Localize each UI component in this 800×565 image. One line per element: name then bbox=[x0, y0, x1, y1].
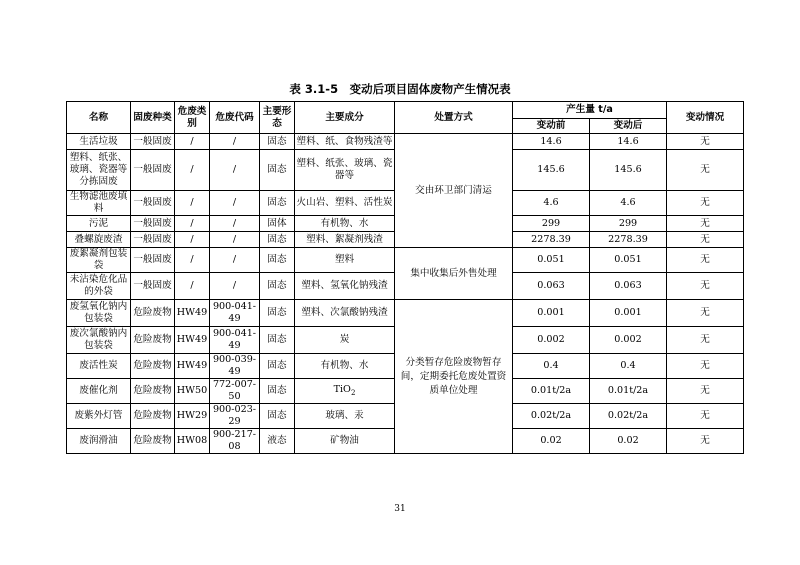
cell-component: 有机物、水 bbox=[295, 216, 395, 232]
cell-disposal: 集中收集后外售处理 bbox=[395, 248, 513, 300]
cell-hazard-class: / bbox=[175, 248, 210, 273]
cell-name: 废活性炭 bbox=[67, 354, 131, 379]
cell-component: 火山岩、塑料、活性炭 bbox=[295, 191, 395, 216]
cell-form: 固态 bbox=[260, 150, 295, 191]
header-hazard-code: 危废代码 bbox=[210, 102, 260, 134]
cell-hazard-class: HW49 bbox=[175, 354, 210, 379]
header-component: 主要成分 bbox=[295, 102, 395, 134]
cell-change: 无 bbox=[667, 134, 744, 150]
table-row bbox=[67, 300, 744, 327]
cell-after: 14.6 bbox=[590, 134, 667, 150]
cell-component: TiO$_2$ bbox=[295, 379, 395, 404]
cell-hazard-code: 900-041-49 bbox=[210, 327, 260, 354]
cell-form: 固态 bbox=[260, 404, 295, 429]
page-number: 31 bbox=[394, 504, 406, 514]
table-title: 表 3.1-5 变动后项目固体废物产生情况表 bbox=[289, 82, 511, 96]
cell-change: 无 bbox=[667, 300, 744, 327]
cell-category: 危险废物 bbox=[131, 354, 175, 379]
cell-before: 0.063 bbox=[513, 273, 590, 300]
cell-form: 固态 bbox=[260, 232, 295, 248]
cell-change: 无 bbox=[667, 191, 744, 216]
cell-category: 一般固废 bbox=[131, 134, 175, 150]
solid-waste-table bbox=[66, 101, 744, 454]
cell-hazard-code: / bbox=[210, 150, 260, 191]
cell-name: 废絮凝剂包装袋 bbox=[67, 248, 131, 273]
cell-after: 2278.39 bbox=[590, 232, 667, 248]
cell-after: 4.6 bbox=[590, 191, 667, 216]
cell-before: 0.051 bbox=[513, 248, 590, 273]
cell-form: 固态 bbox=[260, 379, 295, 404]
cell-category: 危险废物 bbox=[131, 300, 175, 327]
cell-before: 4.6 bbox=[513, 191, 590, 216]
cell-change: 无 bbox=[667, 354, 744, 379]
cell-hazard-class: HW29 bbox=[175, 404, 210, 429]
cell-after: 0.02t/2a bbox=[590, 404, 667, 429]
cell-hazard-code: 900-023-29 bbox=[210, 404, 260, 429]
cell-hazard-class: / bbox=[175, 191, 210, 216]
cell-after: 0.002 bbox=[590, 327, 667, 354]
cell-name: 未沾染危化品的外袋 bbox=[67, 273, 131, 300]
cell-component: 塑料、纸张、玻璃、瓷器等 bbox=[295, 150, 395, 191]
cell-before: 14.6 bbox=[513, 134, 590, 150]
cell-disposal: 交由环卫部门清运 bbox=[395, 134, 513, 248]
cell-form: 固态 bbox=[260, 191, 295, 216]
cell-before: 0.02 bbox=[513, 429, 590, 454]
cell-category: 危险废物 bbox=[131, 379, 175, 404]
header-output: 产生量 t/a bbox=[513, 102, 667, 119]
cell-component: 炭 bbox=[295, 327, 395, 354]
cell-category: 危险废物 bbox=[131, 404, 175, 429]
cell-change: 无 bbox=[667, 379, 744, 404]
cell-name: 废氢氧化钠内包装袋 bbox=[67, 300, 131, 327]
cell-name: 污泥 bbox=[67, 216, 131, 232]
cell-hazard-class: HW50 bbox=[175, 379, 210, 404]
cell-form: 固态 bbox=[260, 327, 295, 354]
cell-category: 危险废物 bbox=[131, 327, 175, 354]
header-change: 变动情况 bbox=[667, 102, 744, 134]
cell-hazard-class: / bbox=[175, 150, 210, 191]
cell-hazard-class: / bbox=[175, 273, 210, 300]
cell-component: 玻璃、汞 bbox=[295, 404, 395, 429]
cell-name: 废催化剂 bbox=[67, 379, 131, 404]
cell-name: 叠螺旋废渣 bbox=[67, 232, 131, 248]
header-category: 固废种类 bbox=[131, 102, 175, 134]
cell-before: 0.02t/2a bbox=[513, 404, 590, 429]
cell-before: 2278.39 bbox=[513, 232, 590, 248]
cell-name: 塑料、纸张、玻璃、瓷器等分拣固废 bbox=[67, 150, 131, 191]
cell-name: 废润滑油 bbox=[67, 429, 131, 454]
cell-hazard-class: / bbox=[175, 216, 210, 232]
cell-after: 0.01t/2a bbox=[590, 379, 667, 404]
cell-hazard-code: 900-217-08 bbox=[210, 429, 260, 454]
cell-change: 无 bbox=[667, 404, 744, 429]
cell-before: 0.002 bbox=[513, 327, 590, 354]
header-hazard-class: 危废类别 bbox=[175, 102, 210, 134]
cell-form: 固态 bbox=[260, 248, 295, 273]
cell-change: 无 bbox=[667, 248, 744, 273]
cell-change: 无 bbox=[667, 327, 744, 354]
cell-hazard-code: / bbox=[210, 191, 260, 216]
table-row bbox=[67, 248, 744, 273]
cell-form: 固态 bbox=[260, 354, 295, 379]
cell-hazard-code: / bbox=[210, 248, 260, 273]
cell-form: 固态 bbox=[260, 134, 295, 150]
cell-after: 0.4 bbox=[590, 354, 667, 379]
cell-change: 无 bbox=[667, 150, 744, 191]
cell-component: 塑料、絮凝剂残渣 bbox=[295, 232, 395, 248]
cell-hazard-code: 772-007-50 bbox=[210, 379, 260, 404]
cell-form: 固态 bbox=[260, 273, 295, 300]
cell-before: 0.001 bbox=[513, 300, 590, 327]
cell-component: 塑料、氢氧化钠残渣 bbox=[295, 273, 395, 300]
cell-change: 无 bbox=[667, 273, 744, 300]
cell-before: 145.6 bbox=[513, 150, 590, 191]
cell-after: 0.063 bbox=[590, 273, 667, 300]
cell-name: 生活垃圾 bbox=[67, 134, 131, 150]
cell-hazard-class: HW08 bbox=[175, 429, 210, 454]
cell-component: 矿物油 bbox=[295, 429, 395, 454]
cell-hazard-code: / bbox=[210, 232, 260, 248]
cell-hazard-code: 900-041-49 bbox=[210, 300, 260, 327]
cell-hazard-class: / bbox=[175, 232, 210, 248]
cell-hazard-code: / bbox=[210, 134, 260, 150]
header-before: 变动前 bbox=[513, 119, 590, 134]
cell-change: 无 bbox=[667, 232, 744, 248]
cell-category: 一般固废 bbox=[131, 232, 175, 248]
cell-form: 固体 bbox=[260, 216, 295, 232]
cell-after: 145.6 bbox=[590, 150, 667, 191]
cell-component: 有机物、水 bbox=[295, 354, 395, 379]
cell-before: 0.4 bbox=[513, 354, 590, 379]
cell-name: 废次氯酸钠内包装袋 bbox=[67, 327, 131, 354]
cell-hazard-class: HW49 bbox=[175, 300, 210, 327]
header-disposal: 处置方式 bbox=[395, 102, 513, 134]
cell-hazard-code: 900-039-49 bbox=[210, 354, 260, 379]
cell-category: 一般固废 bbox=[131, 273, 175, 300]
cell-component: 塑料、纸、食物残渣等 bbox=[295, 134, 395, 150]
cell-component: 塑料 bbox=[295, 248, 395, 273]
cell-form: 液态 bbox=[260, 429, 295, 454]
cell-category: 危险废物 bbox=[131, 429, 175, 454]
cell-change: 无 bbox=[667, 429, 744, 454]
cell-hazard-code: / bbox=[210, 273, 260, 300]
cell-category: 一般固废 bbox=[131, 191, 175, 216]
cell-component: 塑料、次氯酸钠残渣 bbox=[295, 300, 395, 327]
cell-after: 299 bbox=[590, 216, 667, 232]
cell-disposal: 分类暂存危险废物暂存间，定期委托危废处置资质单位处理 bbox=[395, 300, 513, 454]
cell-after: 0.001 bbox=[590, 300, 667, 327]
cell-hazard-class: / bbox=[175, 134, 210, 150]
cell-category: 一般固废 bbox=[131, 150, 175, 191]
header-after: 变动后 bbox=[590, 119, 667, 134]
cell-category: 一般固废 bbox=[131, 248, 175, 273]
cell-before: 0.01t/2a bbox=[513, 379, 590, 404]
cell-change: 无 bbox=[667, 216, 744, 232]
cell-name: 废紫外灯管 bbox=[67, 404, 131, 429]
cell-form: 固态 bbox=[260, 300, 295, 327]
cell-after: 0.02 bbox=[590, 429, 667, 454]
cell-before: 299 bbox=[513, 216, 590, 232]
cell-hazard-code: / bbox=[210, 216, 260, 232]
cell-category: 一般固废 bbox=[131, 216, 175, 232]
header-form: 主要形态 bbox=[260, 102, 295, 134]
cell-hazard-class: HW49 bbox=[175, 327, 210, 354]
table-row bbox=[67, 134, 744, 150]
cell-after: 0.051 bbox=[590, 248, 667, 273]
cell-name: 生物滤池废填料 bbox=[67, 191, 131, 216]
header-name: 名称 bbox=[67, 102, 131, 134]
